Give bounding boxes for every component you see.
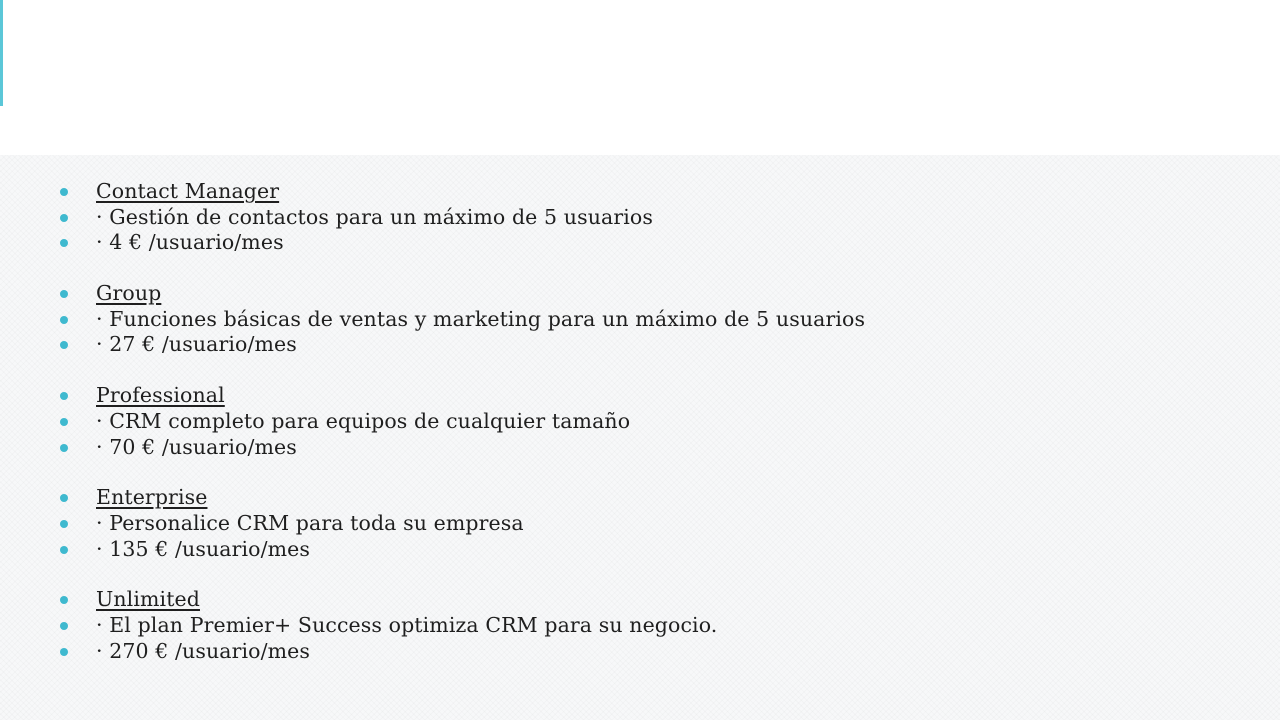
- plan-price: · 4 € /usuario/mes: [96, 230, 284, 255]
- slide-header: [0, 0, 1280, 155]
- plan-price-row: [58, 639, 865, 665]
- plan-description: · Personalice CRM para toda su empresa: [96, 510, 524, 535]
- plan-enterprise: [58, 485, 865, 562]
- plan-group: [58, 281, 865, 358]
- slide-content: [0, 155, 1280, 720]
- plan-description: · CRM completo para equipos de cualquier tamaño: [96, 408, 631, 433]
- plan-price: · 70 € /usuario/mes: [96, 434, 297, 459]
- plan-title: Unlimited: [96, 587, 200, 612]
- plan-price: · 27 € /usuario/mes: [96, 332, 297, 357]
- bullet-icon: [60, 546, 68, 554]
- plan-price-row: [58, 537, 865, 563]
- bullet-icon: [60, 239, 68, 247]
- plan-title: Enterprise: [96, 485, 208, 510]
- bullet-icon: [60, 520, 68, 528]
- bullet-icon: [60, 494, 68, 502]
- plan-description: · El plan Premier+ Success optimiza CRM para su negocio.: [96, 612, 718, 637]
- plan-professional: [58, 383, 865, 460]
- plan-title-row: [58, 179, 865, 205]
- plan-price-row: [58, 435, 865, 461]
- plan-description: · Funciones básicas de ventas y marketing para un máximo de 5 usuarios: [96, 306, 866, 331]
- plan-list: [58, 179, 865, 689]
- plan-description: · Gestión de contactos para un máximo de 5 usuarios: [96, 204, 653, 229]
- plan-title-row: [58, 587, 865, 613]
- bullet-icon: [60, 392, 68, 400]
- bullet-icon: [60, 622, 68, 630]
- plan-title-row: [58, 281, 865, 307]
- plan-title: Professional: [96, 383, 225, 408]
- plan-description-row: [58, 511, 865, 537]
- plan-title: Contact Manager: [96, 179, 280, 203]
- plan-description-row: [58, 409, 865, 435]
- plan-title-row: [58, 383, 865, 409]
- bullet-icon: [60, 648, 68, 656]
- plan-price-row: [58, 230, 865, 256]
- bullet-icon: [60, 341, 68, 349]
- plan-price: · 270 € /usuario/mes: [96, 638, 310, 663]
- plan-price-row: [58, 332, 865, 358]
- plan-description-row: [58, 613, 865, 639]
- plan-price: · 135 € /usuario/mes: [96, 536, 310, 561]
- plan-contact-manager: [58, 179, 865, 256]
- bullet-icon: [60, 214, 68, 222]
- plan-title-row: [58, 485, 865, 511]
- accent-bar: [0, 0, 3, 106]
- bullet-icon: [60, 444, 68, 452]
- bullet-icon: [60, 188, 68, 196]
- plan-unlimited: [58, 587, 865, 664]
- plan-description-row: [58, 307, 865, 333]
- plan-description-row: [58, 205, 865, 231]
- bullet-icon: [60, 316, 68, 324]
- bullet-icon: [60, 290, 68, 298]
- bullet-icon: [60, 418, 68, 426]
- plan-title: Group: [96, 281, 162, 306]
- bullet-icon: [60, 596, 68, 604]
